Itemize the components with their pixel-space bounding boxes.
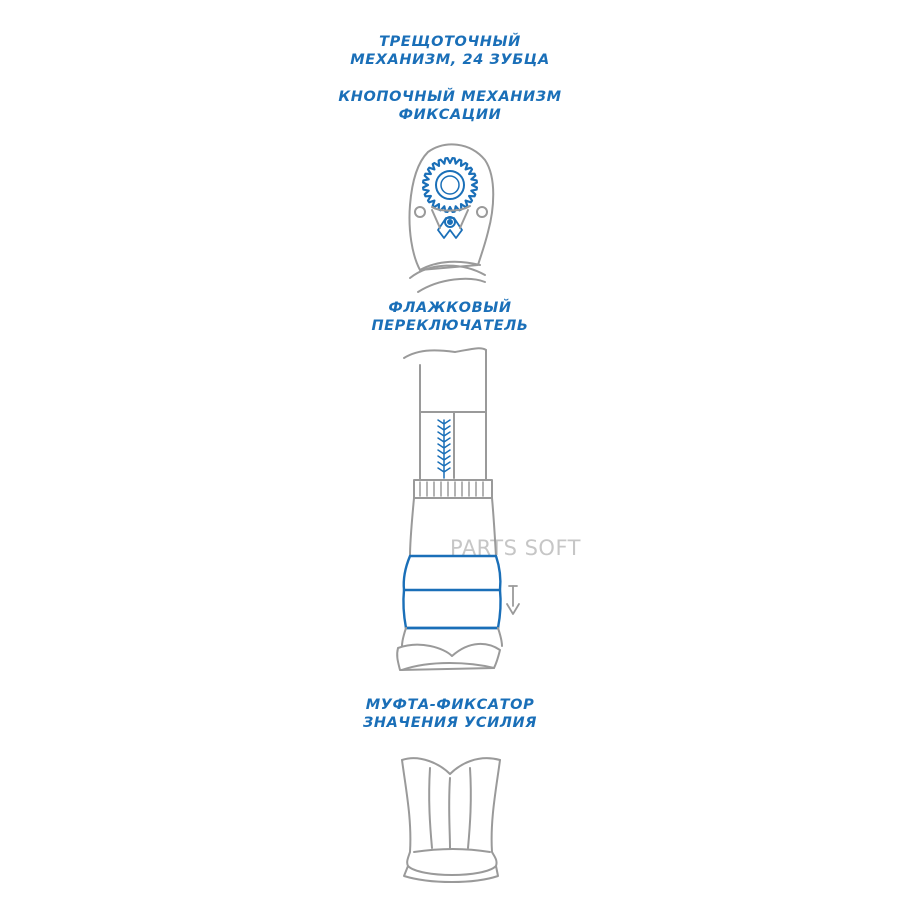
- torque-scale: [438, 420, 450, 478]
- down-arrow-icon: [507, 586, 519, 614]
- label-flag-switch-line2: ПЕРЕКЛЮЧАТЕЛЬ: [371, 318, 529, 334]
- ratchet-gear-icon: [423, 158, 477, 212]
- label-button-lock-line1: КНОПОЧНЫЙ МЕХАНИЗМ: [338, 89, 562, 105]
- label-ratchet-line2: МЕХАНИЗМ, 24 ЗУБЦА: [350, 52, 550, 68]
- watermark: PARTS SOFT: [450, 536, 581, 560]
- ratchet-pawl: [432, 206, 470, 238]
- label-button-lock-line2: ФИКСАЦИИ: [398, 107, 502, 123]
- label-coupling-line1: МУФТА-ФИКСАТОР: [365, 697, 535, 713]
- knurled-collar: [410, 480, 496, 556]
- locking-coupling: [403, 556, 500, 628]
- label-ratchet-line1: ТРЕЩОТОЧНЫЙ: [379, 34, 521, 50]
- label-coupling-line2: ЗНАЧЕНИЯ УСИЛИЯ: [362, 715, 538, 731]
- wrench-handle-middle: [397, 628, 502, 670]
- label-flag-switch-line1: ФЛАЖКОВЫЙ: [388, 300, 512, 316]
- wrench-tube-top: [404, 348, 486, 480]
- wrench-grip: [402, 758, 500, 882]
